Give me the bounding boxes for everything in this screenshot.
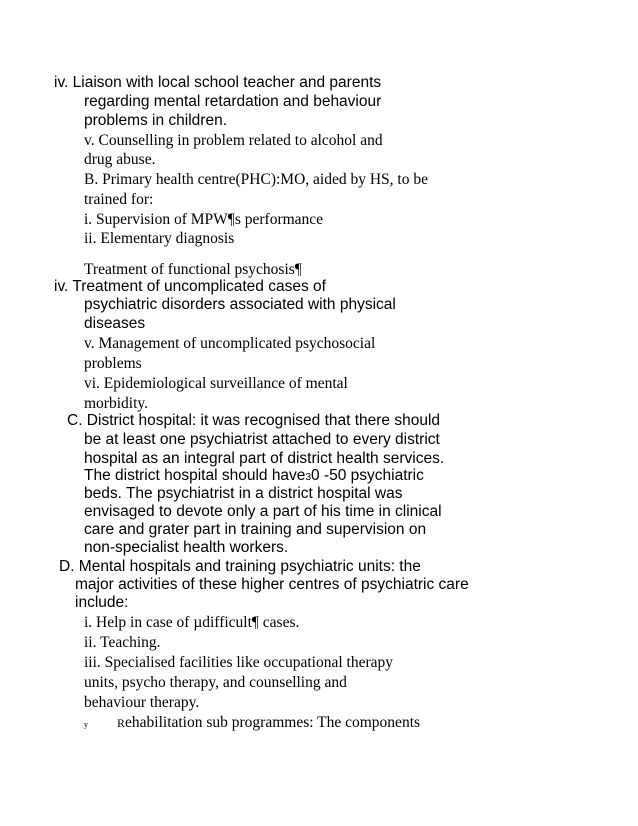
text-line: psychiatric disorders associated with physical [84,296,396,313]
text-line: problems [84,355,142,372]
text-line: care and grater part in training and supervision on [84,521,427,538]
text-segment: 0 -50 psychiatric [311,467,424,484]
text-line: problems in children. [84,112,228,129]
text-line: drug abuse. [84,151,156,168]
text-line: be at least one psychiatrist attached to every district [84,431,440,448]
text-line: trained for: [84,191,154,208]
text-segment: ehabilitation sub programmes: The components [125,714,421,731]
text-line: iv. Liaison with local school teacher and parents [54,74,382,91]
text-line: vi. Epidemiological surveillance of mental [84,375,348,392]
text-line: behaviour therapy. [84,694,200,711]
bullet-marker: y [84,720,88,729]
small-digit: 3 [305,472,311,483]
text-line: v. Counselling in problem related to alcohol and [84,132,383,149]
text-line: ii. Teaching. [84,634,161,651]
text-line: units, psycho therapy, and counselling and [84,674,347,691]
text-line [84,468,424,484]
text-line: envisaged to devote only a part of his time in clinical [84,503,442,520]
text-line [84,715,420,731]
text-line: non-specialist health workers. [84,539,289,556]
text-line: beds. The psychiatrist in a district hospital was [84,485,403,502]
text-line: hospital as an integral part of district health services. [84,450,445,467]
text-line: major activities of these higher centres of psychiatric care [75,576,469,593]
text-line: i. Help in case of µdifficult¶ cases. [84,614,300,631]
text-line: C. District hospital: it was recognised that there should [67,412,441,429]
text-line: iv. Treatment of uncomplicated cases of [54,278,326,295]
text-line: iii. Specialised facilities like occupational therapy [84,654,394,671]
text-line: morbidity. [84,395,149,412]
text-line: Treatment of functional psychosis¶ [84,261,302,278]
text-line: D. Mental hospitals and training psychiatric units: the [59,558,421,575]
text-line: diseases [84,315,146,332]
text-line: v. Management of uncomplicated psychosocial [84,335,376,352]
text-line: ii. Elementary diagnosis [84,230,235,247]
text-line: B. Primary health centre(PHC):MO, aided by HS, to be [84,171,428,188]
text-segment: The district hospital should have [84,467,306,484]
text-line: include: [75,594,129,611]
text-line: regarding mental retardation and behaviour [84,93,382,110]
text-segment: R [117,716,126,730]
text-line: i. Supervision of MPW¶s performance [84,211,324,228]
